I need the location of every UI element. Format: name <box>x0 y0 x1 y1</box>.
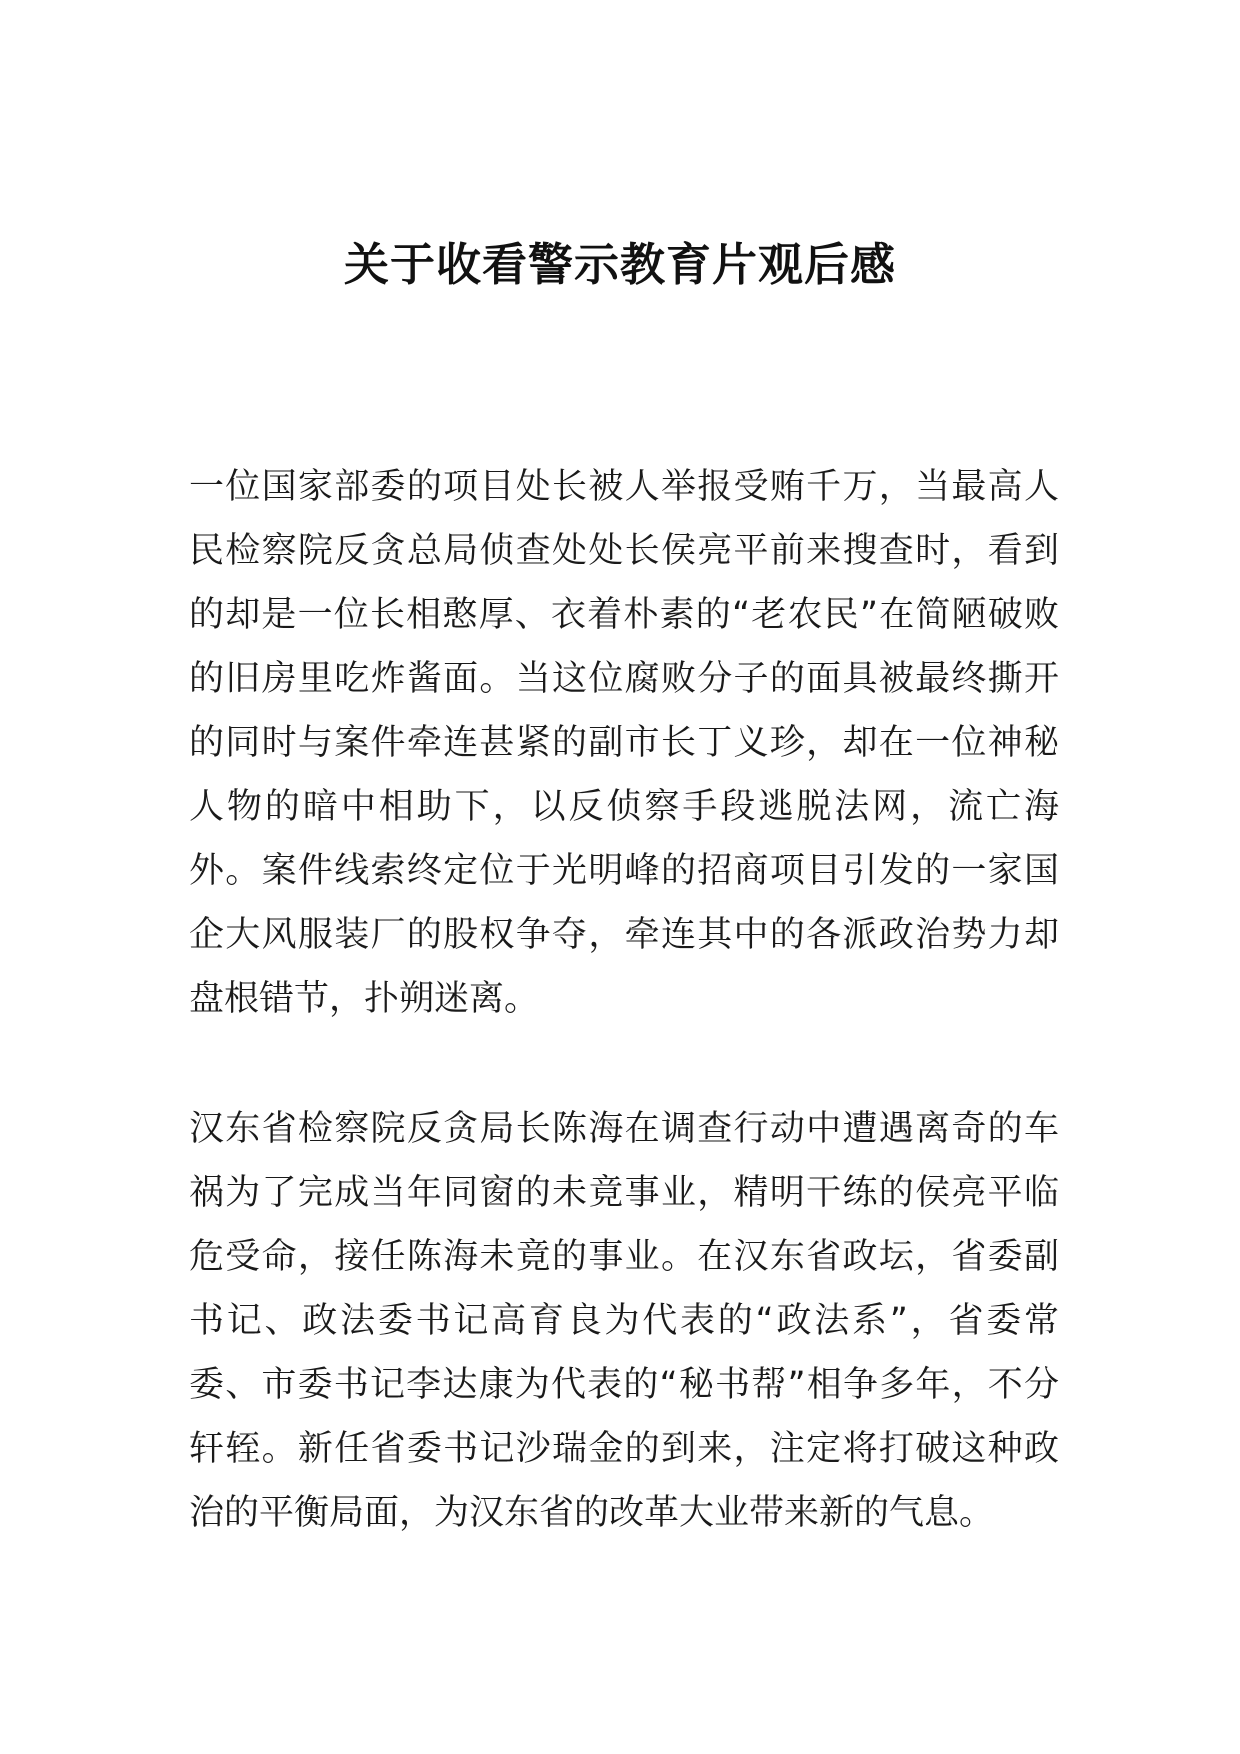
body-paragraph-2: 汉东省检察院反贪局长陈海在调查行动中遭遇离奇的车祸为了完成当年同窗的未竟事业，精明干练的侯亮平临危受命，接任陈海未竟的事业。在汉东省政坛，省委副书记、政法委书记高育良为代表的“政法系”，省委常委、市委书记李达康为代表的“秘书帮”相争多年，不分轩轾。新任省委书记沙瑞金的到来，注定将打破这种政治的平衡局面，为汉东省的改革大业带来新的气息。 <box>189 1109 1059 1533</box>
body-paragraph-1: 一位国家部委的项目处长被人举报受贿千万，当最高人民检察院反贪总局侦查处处长侯亮平前来搜查时，看到的却是一位长相憨厚、衣着朴素的“老农民”在简陋破败的旧房里吃炸酱面。当这位腐败分子的面具被最终撕开的同时与案件牵连甚紧的副市长丁义珍，却在一位神秘人物的暗中相助下，以反侦察手段逃脱法网，流亡海外。案件线索终定位于光明峰的招商项目引发的一家国企大风服装厂的股权争夺，牵连其中的各派政治势力却盘根错节，扑朔迷离。 <box>189 467 1059 1019</box>
document-title: 关于收看警示教育片观后感 <box>343 238 896 292</box>
document-body <box>189 455 1059 1545</box>
